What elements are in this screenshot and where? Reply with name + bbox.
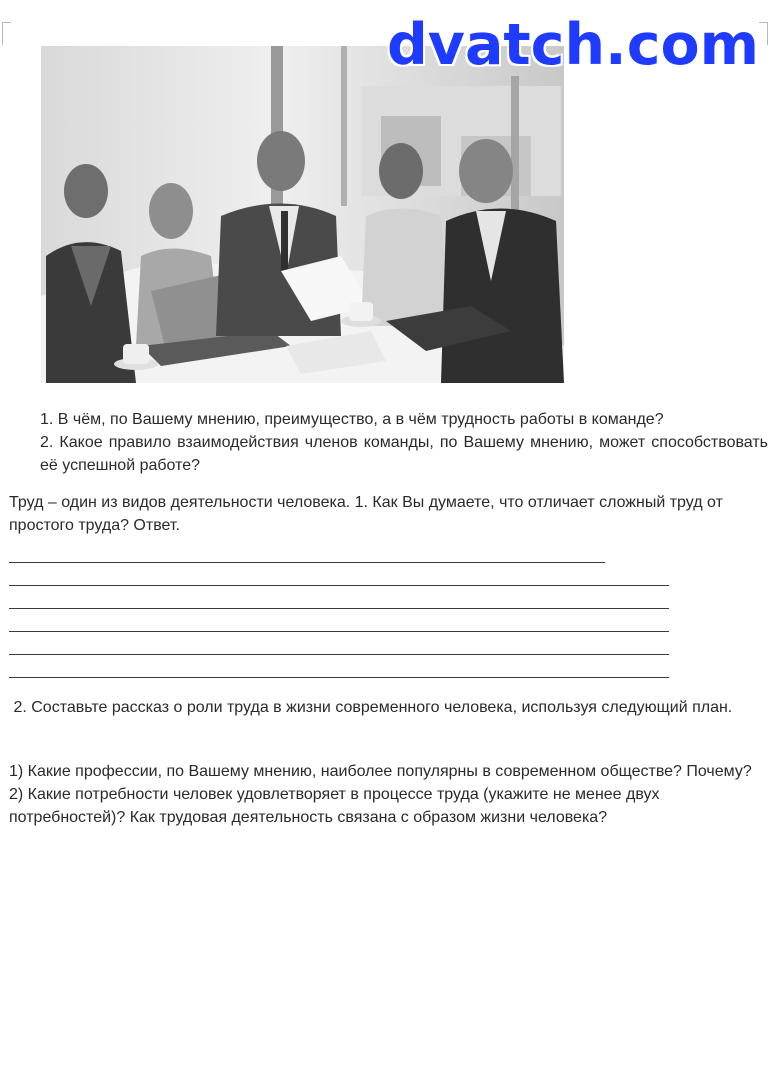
page-corner-mark-right (759, 22, 768, 45)
question-2: 2. Какое правило взаимодействия членов команды, по Вашему мнению, может способствовать её успешной работе? (40, 434, 768, 474)
discussion-questions (40, 408, 768, 477)
plan-paragraph: 1) Какие профессии, по Вашему мнению, наиболее популярны в современном обществе? Почему? 2) Какие потребности человек удовлетворяет в процессе труда (укажите не менее двух потребностей)? Как трудовая деятельность связана с образом жизни человека? (9, 763, 752, 826)
task-2-paragraph: 2. Составьте рассказ о роли труда в жизни современного человека, используя следующий план. (9, 699, 733, 716)
answer-line[interactable] (9, 563, 669, 586)
task-2-text (9, 696, 761, 719)
task-1-paragraph: Труд – один из видов деятельности человека. 1. Как Вы думаете, что отличает сложный труд от простого труда? Ответ. (9, 494, 723, 534)
answer-line[interactable] (9, 540, 605, 563)
page-corner-mark-left (2, 22, 11, 45)
question-1: 1. В чём, по Вашему мнению, преимущество, а в чём трудность работы в команде? (40, 411, 664, 428)
task-2-plan (9, 760, 769, 829)
team-meeting-photo (41, 46, 564, 383)
answer-line[interactable] (9, 609, 669, 632)
answer-lines[interactable] (9, 540, 669, 678)
answer-line[interactable] (9, 632, 669, 655)
watermark-logo: dvatch.com (387, 12, 760, 78)
task-1-text (9, 491, 761, 537)
answer-line[interactable] (9, 655, 669, 678)
answer-line[interactable] (9, 586, 669, 609)
